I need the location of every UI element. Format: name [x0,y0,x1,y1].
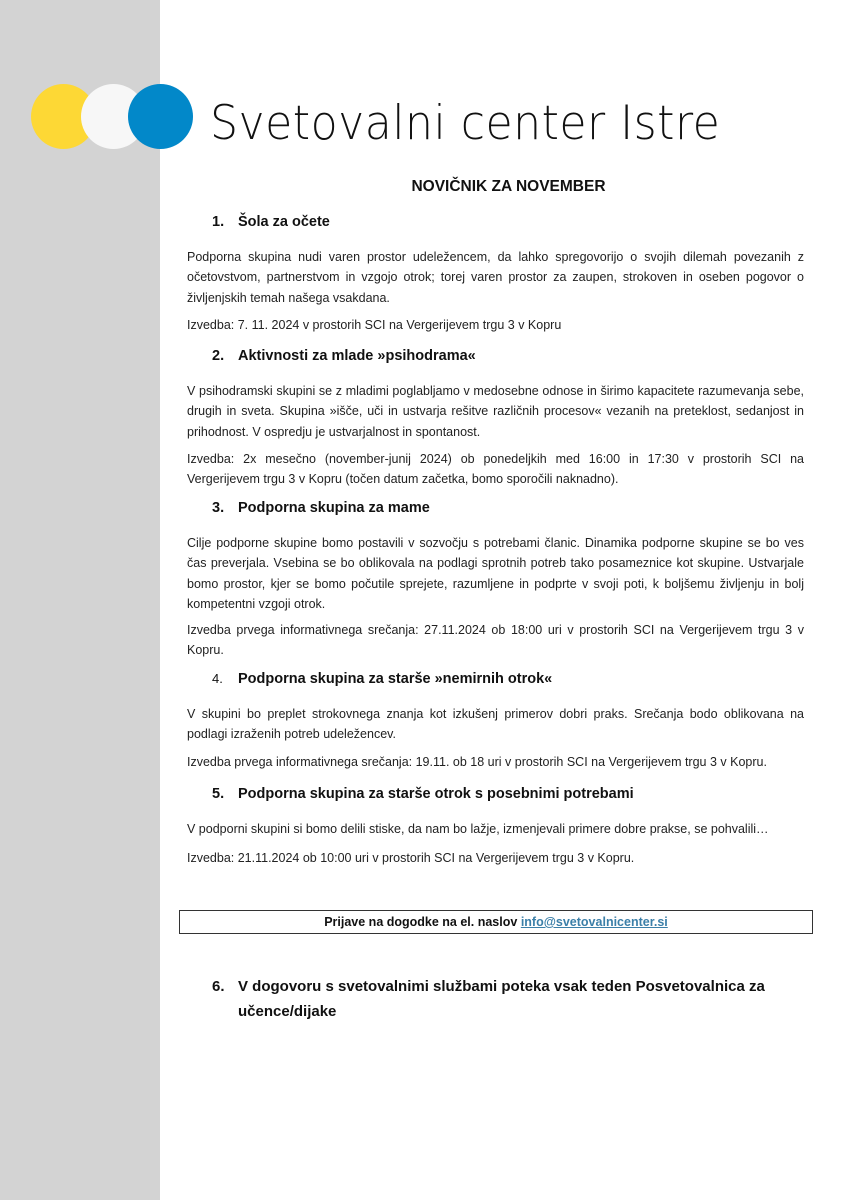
section-4-description: V skupini bo preplet strokovnega znanja kot izkušenj primerov dobri praks. Srečanja bodo oblikovana na podlagi izraženih potreb udeležencev. [187,707,804,742]
signup-box [179,910,813,934]
signup-text: Prijave na dogodke na el. naslov [324,915,521,929]
section-5-heading [212,786,634,802]
section-number: 2. [212,348,225,364]
section-3-description: Cilje podporne skupine bomo postavili v sozvočju s potrebami članic. Dinamika podporne skupine se bo ves čas preverjala. Vsebina se bo oblikovala na podlagi sprotnih potreb tako posameznice kot skupine. Ustvarjale bomo prostor, kjer se bomo počutile sprejete, razumljene in podprte v svoji poti, k boljšemu življenju in bolj kompetentni vzgoji otrok. [187,536,804,611]
section-number: 6. [212,978,225,995]
section-title: Podporna skupina za starše otrok s posebnimi potrebami [238,786,634,802]
section-1-heading [212,214,330,230]
section-title: Podporna skupina za starše »nemirnih otrok« [238,671,553,687]
section-6-heading [212,974,772,1024]
section-1-schedule: Izvedba: 7. 11. 2024 v prostorih SCI na Vergerijevem trgu 3 v Kopru [187,318,562,332]
signup-email-link[interactable]: info@svetovalnicenter.si [520,915,668,929]
section-3-schedule: Izvedba prvega informativnega srečanja: 27.11.2024 ob 18:00 uri v prostorih SCI na Vergerijevem trgu 3 v Kopru. [187,623,804,658]
section-title: Šola za očete [238,214,330,230]
section-number: 1. [212,214,225,230]
section-5-schedule: Izvedba: 21.11.2024 ob 10:00 uri v prostorih SCI na Vergerijevem trgu 3 v Kopru. [187,851,635,865]
section-2-heading [212,348,476,364]
section-4-schedule: Izvedba prvega informativnega srečanja: 19.11. ob 18 uri v prostorih SCI na Vergerijevem trgu 3 v Kopru. [187,755,767,769]
section-5-description: V podporni skupini si bomo delili stiske, da nam bo lažje, izmenjevali primere dobre prakse, se pohvalili… [187,822,769,836]
section-3-heading [212,500,430,516]
section-number: 4. [212,671,223,686]
section-2-schedule: Izvedba: 2x mesečno (november-junij 2024) ob ponedeljkih med 16:00 in 17:30 v prostorih SCI na Vergerijevem trgu 3 v Kopru (točen datum začetka, bomo sporočili naknadno). [187,452,804,487]
section-title: Podporna skupina za mame [238,500,430,516]
newsletter-title: NOVIČNIK ZA NOVEMBER [411,178,606,195]
section-number: 5. [212,786,225,802]
section-2-description: V psihodramski skupini se z mladimi poglabljamo v medosebne odnose in širimo kapacitete razumevanja sebe, drugih in sveta. Skupina »išče, uči in ustvarja rešitve različnih procesov« vezanih na preteklost, sedanjost in prihodnost. V ospredju je ustvarjalnost in spontanost. [187,384,804,439]
logo-circle-blue [128,84,193,149]
section-1-description: Podporna skupina nudi varen prostor udeležencem, da lahko spregovorijo o svojih dilemah povezanih z očetovstvom, partnerstvom in vzgojo otrok; torej varen prostor za zaupen, strokoven in oseben pogovor o življenjskih temah našega vsakdana. [187,250,804,305]
section-title: V dogovoru s svetovalnimi službami poteka vsak teden Posvetovalnica za učence/dijake [238,978,765,1020]
section-title: Aktivnosti za mlade »psihodrama« [238,348,476,364]
organization-name: Svetovalni center Istre [210,96,721,151]
left-sidebar-band [0,0,160,1200]
section-4-heading [212,671,552,687]
section-number: 3. [212,500,225,516]
